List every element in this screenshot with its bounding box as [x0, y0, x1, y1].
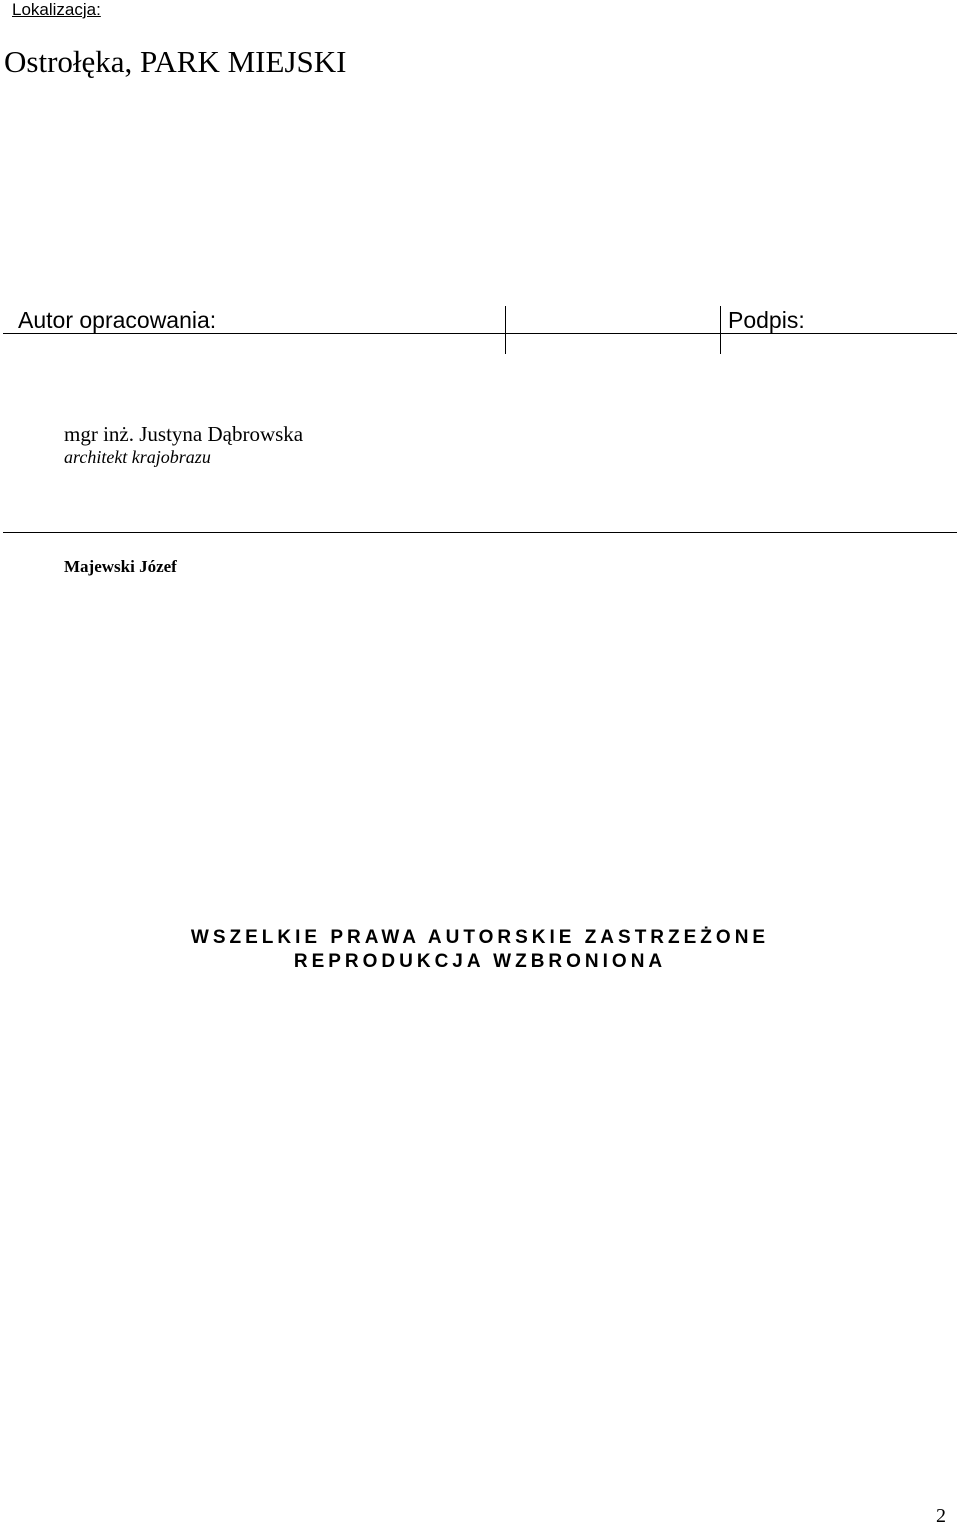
author-table-column-divider-left — [505, 306, 506, 354]
page-number: 2 — [936, 1505, 946, 1527]
copyright-line-2: REPRODUKCJA WZBRONIONA — [293, 951, 667, 972]
section-divider — [3, 532, 957, 533]
signature-label: Podpis: — [728, 307, 805, 333]
location-value: Ostrołęka, PARK MIEJSKI — [4, 44, 347, 79]
author-table-column-divider-right — [720, 306, 721, 354]
author-name: mgr inż. Justyna Dąbrowska — [64, 422, 304, 446]
copyright-line-1: WSZELKIE PRAWA AUTORSKIE ZASTRZEŻONE — [190, 927, 770, 948]
second-person-name: Majewski Józef — [64, 557, 177, 576]
author-title: architekt krajobrazu — [64, 447, 211, 467]
author-table-divider — [3, 333, 957, 334]
copyright-notice — [0, 926, 960, 974]
author-label: Autor opracowania: — [18, 307, 217, 333]
location-label: Lokalizacja: — [12, 0, 101, 19]
